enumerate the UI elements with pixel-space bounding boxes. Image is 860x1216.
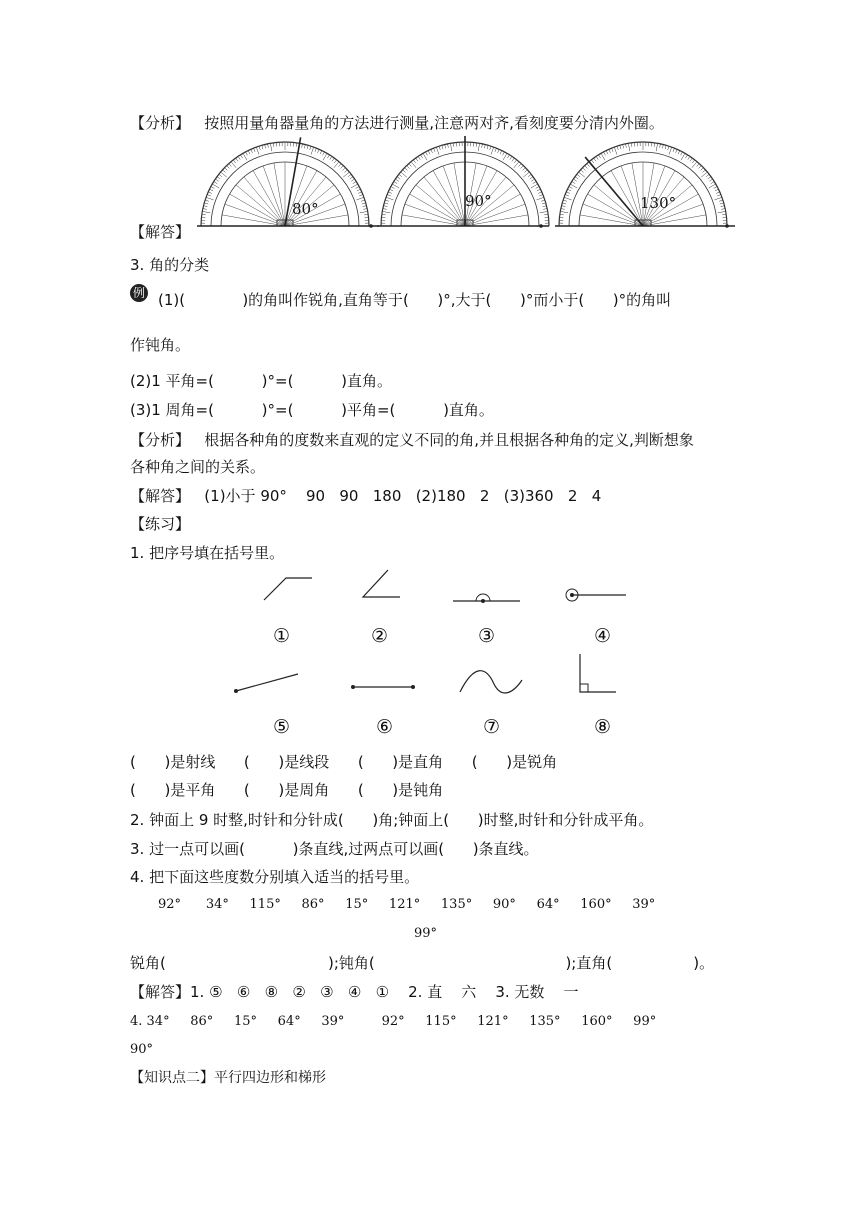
answer-1-label: 【解答】	[130, 223, 191, 241]
figure-label-8: ⑧	[594, 716, 612, 738]
figure-label-1: ①	[273, 625, 291, 647]
figure-5-ray	[232, 672, 300, 694]
answer-2: 【解答】 (1)小于 90° 90 90 180 (2)180 2 (3)360 2 4	[130, 487, 602, 505]
analysis-2-line-1: 【分析】 根据各种角的度数来直观的定义不同的角,并且根据各种角的定义,判断想象	[130, 431, 694, 449]
question-1-row-2: ( )是平角 ( )是周角 ( )是钝角	[130, 781, 444, 799]
figure-label-6: ⑥	[376, 716, 394, 738]
question-1-title: 1. 把序号填在括号里。	[130, 544, 285, 562]
section-title: 3. 角的分类	[130, 256, 210, 274]
question-4-degrees-row-1: 92° 34° 115° 86° 15° 121° 135° 90° 64° 160° 39°	[158, 897, 656, 912]
figure-label-2: ②	[371, 625, 389, 647]
protractor-figure-2	[375, 138, 555, 238]
knowledge-point: 【知识点二】平行四边形和梯形	[130, 1070, 326, 1086]
example-icon: 例	[130, 284, 148, 302]
figure-8-right-angle	[576, 652, 618, 696]
figure-2-angle	[360, 568, 402, 600]
figure-label-5: ⑤	[273, 716, 291, 738]
answer-3-line-1: 【解答】1. ⑤ ⑥ ⑧ ② ③ ④ ① 2. 直 六 3. 无数 一	[130, 983, 579, 1001]
figure-label-4: ④	[594, 625, 612, 647]
answer-3-line-2: 4. 34° 86° 15° 64° 39° 92° 115° 121° 135° 160° 99°	[130, 1014, 657, 1029]
question-4-title: 4. 把下面这些度数分别填入适当的括号里。	[130, 868, 420, 886]
answer-3-line-3: 90°	[130, 1042, 154, 1057]
figure-1-bent-line	[262, 576, 314, 602]
figure-4-full-angle	[562, 585, 628, 605]
protractor-figure-3	[553, 138, 733, 238]
protractor-reading-1: 80°	[292, 200, 319, 218]
question-2: 2. 钟面上 9 时整,时针和分针成( )角;钟面上( )时整,时针和分针成平角。	[130, 811, 654, 829]
example-2: (2)1 平角=( )°=( )直角。	[130, 372, 392, 390]
analysis-2-line-2: 各种角之间的关系。	[130, 458, 266, 476]
protractor-reading-2: 90°	[465, 192, 492, 210]
question-3: 3. 过一点可以画( )条直线,过两点可以画( )条直线。	[130, 840, 539, 858]
question-1-row-1: ( )是射线 ( )是线段 ( )是直角 ( )是锐角	[130, 753, 558, 771]
protractor-reading-3: 130°	[640, 194, 677, 212]
protractor-figure-1	[195, 138, 375, 238]
example-line-2: 作钝角。	[130, 336, 191, 354]
analysis-1: 【分析】 按照用量角器量角的方法进行测量,注意两对齐,看刻度要分清内外圈。	[130, 114, 664, 132]
question-4-fill: 锐角( );钝角( );直角( )。	[130, 954, 715, 972]
example-3: (3)1 周角=( )°=( )平角=( )直角。	[130, 401, 494, 419]
question-4-degrees-row-2: 99°	[414, 926, 438, 941]
figure-6-segment	[350, 682, 416, 692]
example-line-1: (1)( )的角叫作锐角,直角等于( )°,大于( )°而小于( )°的角叫	[158, 291, 672, 309]
figure-label-7: ⑦	[483, 716, 501, 738]
practice-label: 【练习】	[130, 515, 191, 533]
figure-3-straight-angle	[452, 588, 522, 606]
figure-7-curve	[458, 670, 524, 696]
figure-label-3: ③	[478, 625, 496, 647]
